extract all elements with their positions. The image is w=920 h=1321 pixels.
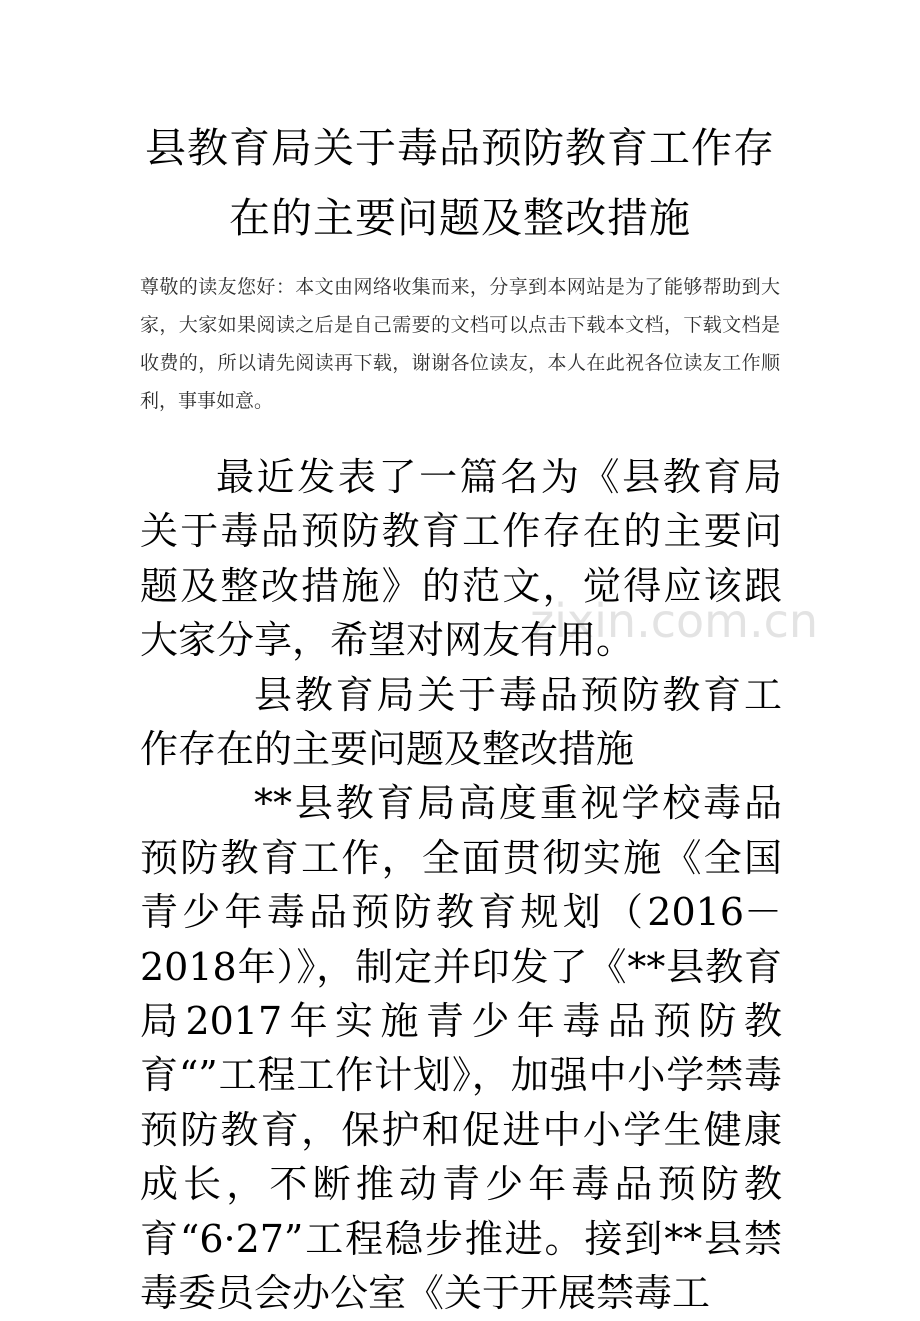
document-title-line-1: 县教育局关于毒品预防教育工作存 (145, 124, 775, 172)
body-paragraph-main: **县教育局高度重视学校毒品预防教育工作，全面贯彻实施《全国青少年毒品预防教育规划（2016－2018年）》，制定并印发了《**县教育局2017年实施青少年毒品预防教育“”工程工作计划》，加强中小学禁毒预防教育，保护和促进中小学生健康成长，不断推动青少年毒品预防教育“6·27”工程稳步推进。接到**县禁毒委员会办公室《关于开展禁毒工 (140, 781, 782, 1316)
body-paragraph-heading: 县教育局关于毒品预防教育工作存在的主要问题及整改措施 (140, 672, 782, 772)
watermark: zixin.com.cn (530, 594, 819, 648)
body-paragraph-intro: 最近发表了一篇名为《县教育局关于毒品预防教育工作存在的主要问题及整改措施》的范文，觉得应该跟大家分享，希望对网友有用。 (140, 455, 782, 663)
reader-notice: 尊敬的读友您好：本文由网络收集而来，分享到本网站是为了能够帮助到大家，大家如果阅读之后是自己需要的文档可以点击下载本文档，下载文档是收费的，所以请先阅读再下载，谢谢各位读友，本人在此祝各位读友工作顺利，事事如意。 (140, 276, 780, 412)
document-body (140, 450, 782, 1321)
document-title-line-2: 在的主要问题及整改措施 (229, 194, 691, 242)
